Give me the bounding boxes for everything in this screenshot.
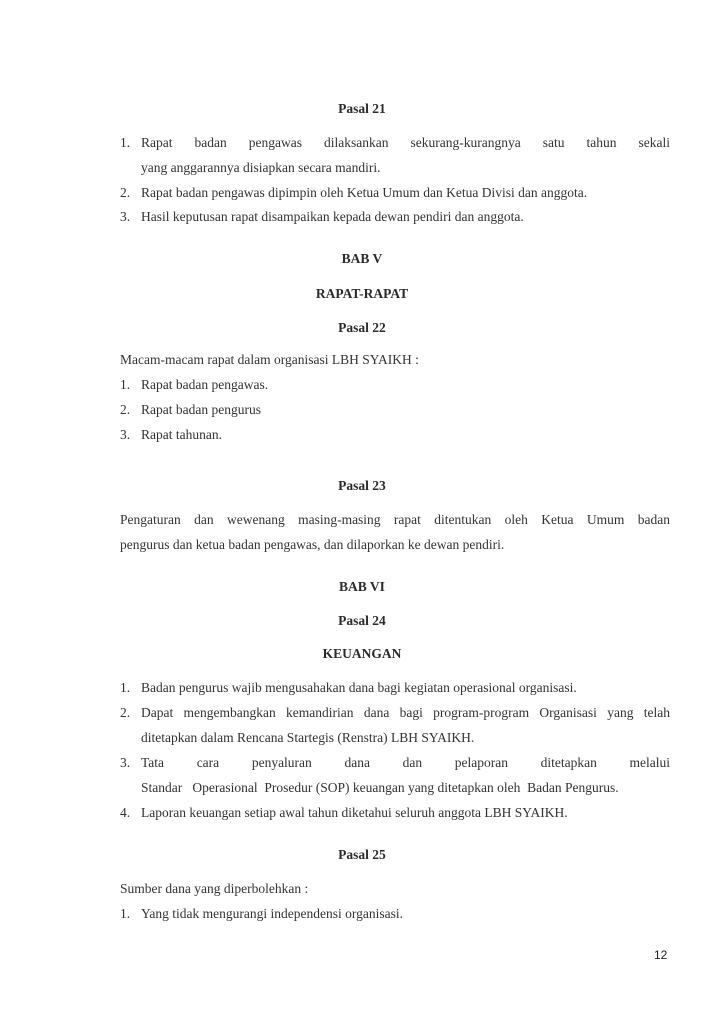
list-number: 1. (120, 680, 131, 695)
list-number: 2. (120, 705, 131, 720)
list-text: Badan pengurus wajib mengusahakan dana bagi kegiatan operasional organisasi. (141, 680, 577, 695)
pasal-22-heading: Pasal 22 (338, 320, 386, 335)
pasal-21-heading: Pasal 21 (338, 101, 386, 116)
keuangan-heading: KEUANGAN (322, 646, 402, 661)
list-text-continuation: yang anggarannya disiapkan secara mandiri. (141, 160, 381, 175)
rapat-rapat-heading: RAPAT-RAPAT (315, 286, 409, 301)
pasal-24-heading: Pasal 24 (338, 613, 386, 628)
list-text: Yang tidak mengurangi independensi organisasi. (141, 906, 403, 921)
list-text-continuation: ditetapkan dalam Rencana Startegis (Renstra) LBH SYAIKH. (141, 730, 475, 745)
pasal-22-intro: Macam-macam rapat dalam organisasi LBH SYAIKH : (120, 352, 419, 367)
list-number: 2. (120, 185, 131, 200)
list-number: 3. (120, 209, 131, 224)
list-number: 4. (120, 805, 131, 820)
list-text: Rapat badan pengawas. (141, 377, 269, 392)
list-text: Dapat mengembangkan kemandirian dana bagi program-program Organisasi yang telah (141, 705, 670, 720)
page-number: 12 (654, 948, 668, 962)
pasal-23-text-continuation: pengurus dan ketua badan pengawas, dan dilaporkan ke dewan pendiri. (120, 537, 505, 552)
pasal-25-heading: Pasal 25 (338, 847, 386, 862)
list-text: Rapat tahunan. (141, 427, 222, 442)
list-number: 1. (120, 135, 131, 150)
list-text: Tata cara penyaluran dana dan pelaporan ditetapkan melalui (141, 755, 670, 770)
pasal-23-text: Pengaturan dan wewenang masing-masing rapat ditentukan oleh Ketua Umum badan (120, 512, 670, 527)
list-text: Hasil keputusan rapat disampaikan kepada dewan pendiri dan anggota. (141, 209, 524, 224)
list-text: Rapat badan pengawas dilaksankan sekurang-kurangnya satu tahun sekali (141, 135, 670, 150)
list-number: 2. (120, 402, 131, 417)
bab-vi-heading: BAB VI (339, 579, 385, 594)
bab-v-heading: BAB V (341, 251, 383, 266)
list-text: Rapat badan pengurus (141, 402, 261, 417)
list-number: 3. (120, 427, 131, 442)
list-text: Laporan keuangan setiap awal tahun diketahui seluruh anggota LBH SYAIKH. (141, 805, 568, 820)
pasal-25-intro: Sumber dana yang diperbolehkan : (120, 881, 309, 896)
list-number: 1. (120, 906, 131, 921)
list-number: 3. (120, 755, 131, 770)
list-text-continuation: Standar Operasional Prosedur (SOP) keuangan yang ditetapkan oleh Badan Pengurus. (141, 780, 619, 795)
list-text: Rapat badan pengawas dipimpin oleh Ketua Umum dan Ketua Divisi dan anggota. (141, 185, 588, 200)
list-number: 1. (120, 377, 131, 392)
pasal-23-heading: Pasal 23 (338, 478, 386, 493)
